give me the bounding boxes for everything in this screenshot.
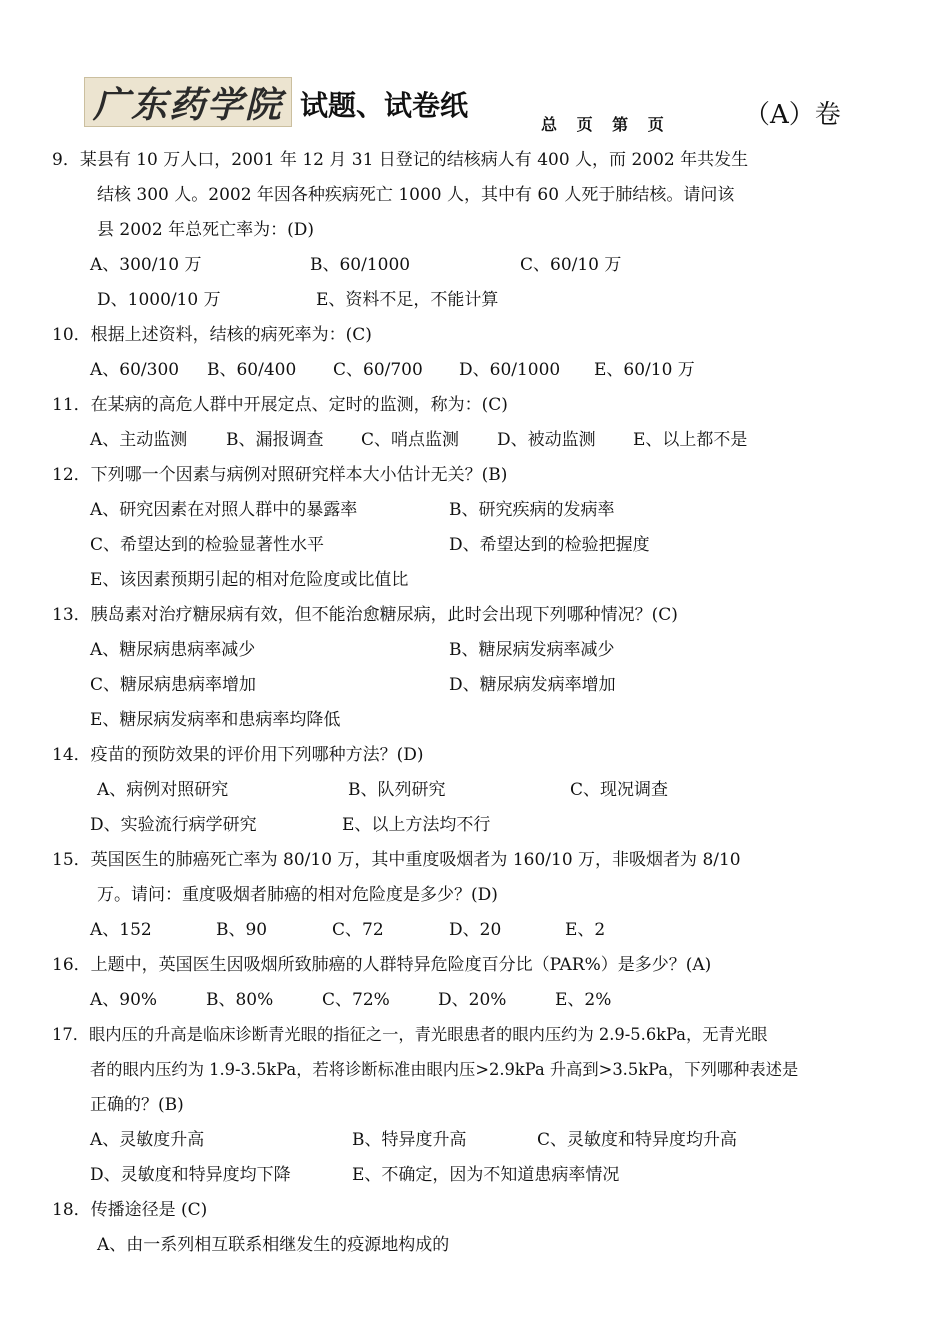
question-11-option-a: A、主动监测 — [90, 430, 188, 450]
question-16-option-d: D、20% — [438, 990, 507, 1010]
question-16-option-c: C、72% — [322, 990, 390, 1010]
question-10-option-d: D、60/1000 — [459, 360, 561, 380]
question-15-line-2: 万。请问：重度吸烟者肺癌的相对危险度是多少？(D) — [97, 885, 498, 905]
question-11-line-1: 11．在某病的高危人群中开展定点、定时的监测，称为：(C) — [52, 395, 508, 415]
question-12-option-a: A、研究因素在对照人群中的暴露率 — [90, 500, 358, 520]
question-17-line-1: 17．眼内压的升高是临床诊断青光眼的指征之一，青光眼患者的眼内压约为 2.9-5.6kPa，无青光眼 — [52, 1025, 768, 1044]
paper-version-label: （A）卷 — [744, 100, 841, 130]
question-17-option-a: A、灵敏度升高 — [90, 1130, 205, 1150]
question-17-option-d: D、灵敏度和特异度均下降 — [90, 1165, 291, 1185]
question-18-line-1: 18．传播途径是 (C) — [52, 1200, 208, 1220]
question-13-line-1: 13．胰岛素对治疗糖尿病有效，但不能治愈糖尿病，此时会出现下列哪种情况？(C) — [52, 605, 678, 625]
question-9-line-1: 9．某县有 10 万人口，2001 年 12 月 31 日登记的结核病人有 400 人，而 2002 年共发生 — [52, 150, 749, 170]
question-9-option-d: D、1000/10 万 — [97, 290, 221, 310]
question-16-line-1: 16．上题中，英国医生因吸烟所致肺癌的人群特异危险度百分比（PAR%）是多少？(A) — [52, 955, 712, 975]
question-17-line-3: 正确的？(B) — [90, 1095, 184, 1115]
question-9-option-e: E、资料不足，不能计算 — [316, 290, 499, 310]
question-11-option-d: D、被动监测 — [497, 430, 596, 450]
question-16-option-a: A、90% — [90, 990, 158, 1010]
question-11-option-e: E、以上都不是 — [633, 430, 748, 450]
school-logo — [84, 77, 292, 127]
question-15-line-1: 15．英国医生的肺癌死亡率为 80/10 万，其中重度吸烟者为 160/10 万，非吸烟者为 8/10 — [52, 850, 741, 870]
question-12-line-1: 12．下列哪一个因素与病例对照研究样本大小估计无关？(B) — [52, 465, 508, 485]
question-14-option-e: E、以上方法均不行 — [342, 815, 491, 835]
question-17-option-b: B、特异度升高 — [352, 1130, 467, 1150]
question-11-option-b: B、漏报调查 — [226, 430, 324, 450]
school-logo-text: 广东药学院 — [92, 83, 283, 126]
question-13-option-e: E、糖尿病发病率和患病率均降低 — [90, 710, 341, 730]
question-9-option-a: A、300/10 万 — [90, 255, 202, 275]
question-14-option-b: B、队列研究 — [348, 780, 446, 800]
question-12-option-b: B、研究疾病的发病率 — [449, 500, 615, 520]
question-10-line-1: 10．根据上述资料，结核的病死率为：(C) — [52, 325, 372, 345]
page-count-label: 总 页 第 页 — [541, 115, 664, 134]
question-10-option-b: B、60/400 — [207, 360, 297, 380]
question-14-option-c: C、现况调查 — [570, 780, 669, 800]
question-12-option-e: E、该因素预期引起的相对危险度或比值比 — [90, 570, 409, 590]
question-14-option-a: A、病例对照研究 — [97, 780, 229, 800]
question-17-option-e: E、不确定，因为不知道患病率情况 — [352, 1165, 620, 1185]
question-12-option-c: C、希望达到的检验显著性水平 — [90, 535, 325, 555]
question-10-option-c: C、60/700 — [333, 360, 423, 380]
question-13-option-d: D、糖尿病发病率增加 — [449, 675, 616, 695]
question-15-option-b: B、90 — [216, 920, 268, 940]
question-9-line-3: 县 2002 年总死亡率为：(D) — [97, 220, 314, 240]
question-14-option-d: D、实验流行病学研究 — [90, 815, 257, 835]
question-15-option-c: C、72 — [332, 920, 384, 940]
question-16-option-b: B、80% — [206, 990, 274, 1010]
question-13-option-b: B、糖尿病发病率减少 — [449, 640, 615, 660]
question-15-option-a: A、152 — [90, 920, 152, 940]
question-13-option-c: C、糖尿病患病率增加 — [90, 675, 257, 695]
question-9-line-2: 结核 300 人。2002 年因各种疾病死亡 1000 人，其中有 60 人死于肺结核。请问该 — [97, 185, 735, 205]
question-10-option-e: E、60/10 万 — [594, 360, 695, 380]
page-title: 试题、试卷纸 — [300, 89, 469, 122]
question-15-option-e: E、2 — [565, 920, 606, 940]
question-17-option-c: C、灵敏度和特异度均升高 — [537, 1130, 738, 1150]
question-13-option-a: A、糖尿病患病率减少 — [90, 640, 256, 660]
question-14-line-1: 14．疫苗的预防效果的评价用下列哪种方法？(D) — [52, 745, 424, 765]
question-11-option-c: C、哨点监测 — [361, 430, 460, 450]
question-12-option-d: D、希望达到的检验把握度 — [449, 535, 650, 555]
question-15-option-d: D、20 — [449, 920, 502, 940]
question-9-option-c: C、60/10 万 — [520, 255, 622, 275]
question-16-option-e: E、2% — [555, 990, 612, 1010]
question-18-option-a: A、由一系列相互联系相继发生的疫源地构成的 — [97, 1235, 450, 1255]
question-17-line-2: 者的眼内压约为 1.9-3.5kPa，若将诊断标准由眼内压>2.9kPa 升高到>3.5kPa，下列哪种表述是 — [90, 1060, 799, 1079]
question-10-option-a: A、60/300 — [90, 360, 180, 380]
question-9-option-b: B、60/1000 — [310, 255, 411, 275]
